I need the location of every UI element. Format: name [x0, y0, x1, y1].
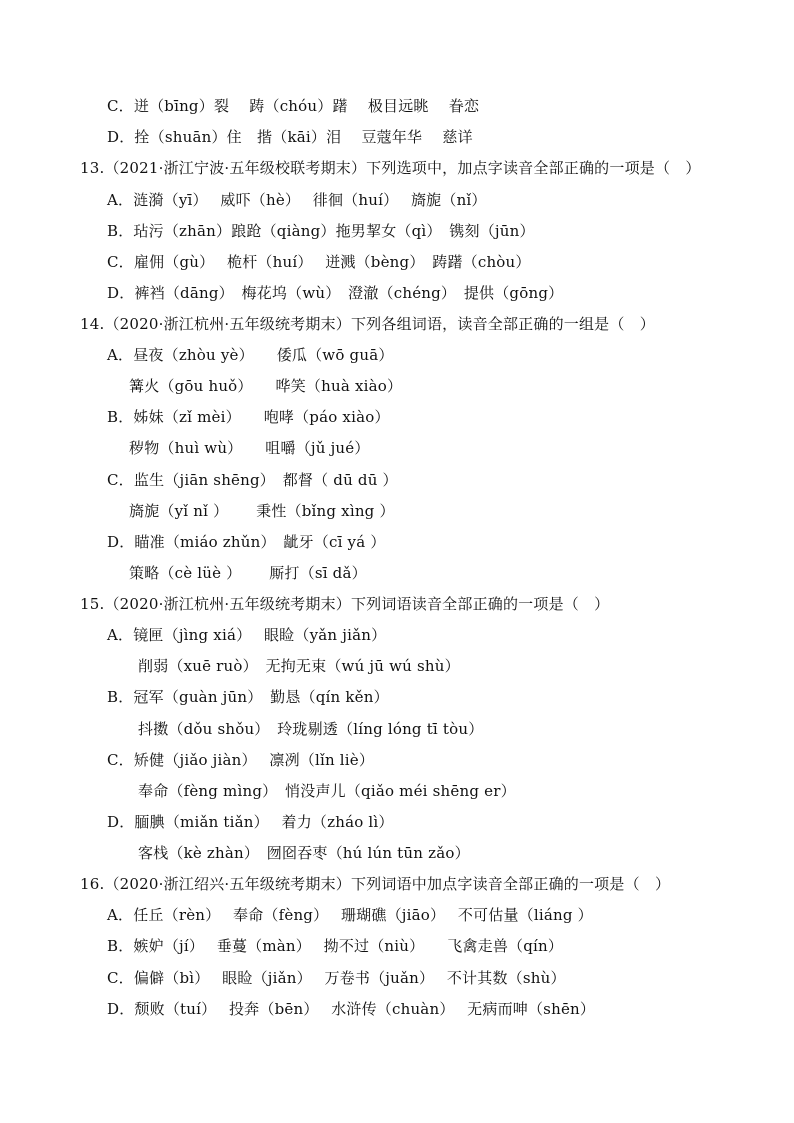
q15-option-b-line1: B．冠军（guàn jūn） 勤恳（qín kěn）	[107, 688, 389, 706]
q15-option-a-line1: A．镜匣（jìng xiá） 眼睑（yǎn jiǎn）	[107, 626, 387, 644]
q15-title: 15.（2020·浙江杭州·五年级统考期末）下列词语读音全部正确的一项是（ ）	[80, 595, 610, 613]
q13-option-b: B．玷污（zhān）踉跄（qiàng）拖男挈女（qì） 镌刻（jūn）	[107, 222, 535, 240]
q13-option-c: C．雇佣（gù） 桅杆（huí） 迸溅（bèng） 踌躇（chòu）	[107, 253, 531, 271]
q14-option-d-line2: 策略（cè lüè ） 厮打（sī dǎ）	[129, 564, 367, 582]
q16-title: 16.（2020·浙江绍兴·五年级统考期末）下列词语中加点字读音全部正确的一项是（ ）	[80, 875, 671, 893]
q12-option-d: D．拴（shuān）住 揩（kāi）泪 豆蔻年华 慈详	[107, 128, 473, 146]
q14-option-b-line2: 秽物（huì wù） 咀嚼（jǔ jué）	[129, 439, 370, 457]
q14-option-c-line1: C．监生（jiān shēng） 都督（ dū dū ）	[107, 471, 398, 489]
q16-option-d: D．颓败（tuí） 投奔（bēn） 水浒传（chuàn） 无病而呻（shēn）	[107, 1000, 596, 1018]
q15-option-b-line2: 抖擞（dǒu shǒu） 玲珑剔透（líng lóng tī tòu）	[138, 720, 484, 738]
q12-option-c: C．迸（bīng）裂 踌（chóu）躇 极目远眺 眷恋	[107, 97, 480, 115]
q13-option-d: D．裤裆（dāng） 梅花坞（wù） 澄澈（chéng） 提供（gōng）	[107, 284, 564, 302]
q14-option-a-line2: 篝火（gōu huǒ） 哗笑（huà xiào）	[129, 377, 403, 395]
q16-option-a: A．任丘（rèn） 奉命（fèng） 珊瑚礁（jiāo） 不可估量（liáng ）	[107, 906, 593, 924]
q13-option-a: A．涟漪（yī） 威吓（hè） 徘徊（huí） 旖旎（nǐ）	[107, 191, 487, 209]
q15-option-d-line2: 客栈（kè zhàn） 囫囵吞枣（hú lún tūn zǎo）	[138, 844, 470, 862]
q15-option-a-line2: 削弱（xuē ruò） 无拘无束（wú jū wú shù）	[138, 657, 460, 675]
q15-option-c-line2: 奉命（fèng mìng） 悄没声儿（qiǎo méi shēng er）	[138, 782, 516, 800]
q16-option-b: B．嫉妒（jí） 垂蔓（màn） 拗不过（niù） 飞禽走兽（qín）	[107, 937, 564, 955]
q14-option-b-line1: B．姊妹（zǐ mèi） 咆哮（páo xiào）	[107, 408, 390, 426]
q15-option-d-line1: D．腼腆（miǎn tiǎn） 着力（zháo lì）	[107, 813, 394, 831]
q14-title: 14.（2020·浙江杭州·五年级统考期末）下列各组词语，读音全部正确的一组是（ ）	[80, 315, 655, 333]
q15-option-c-line1: C．矫健（jiǎo jiàn） 凛冽（lǐn liè）	[107, 751, 375, 769]
q14-option-c-line2: 旖旎（yǐ nǐ ） 秉性（bǐng xìng ）	[129, 502, 395, 520]
q14-option-a-line1: A．昼夜（zhòu yè） 倭瓜（wō guā）	[107, 346, 394, 364]
q13-title: 13.（2021·浙江宁波·五年级校联考期末）下列选项中，加点字读音全部正确的一项是（ ）	[80, 159, 701, 177]
q16-option-c: C．偏僻（bì） 眼睑（jiǎn） 万卷书（juǎn） 不计其数（shù）	[107, 969, 566, 987]
q14-option-d-line1: D．瞄准（miáo zhǔn） 龇牙（cī yá ）	[107, 533, 386, 551]
